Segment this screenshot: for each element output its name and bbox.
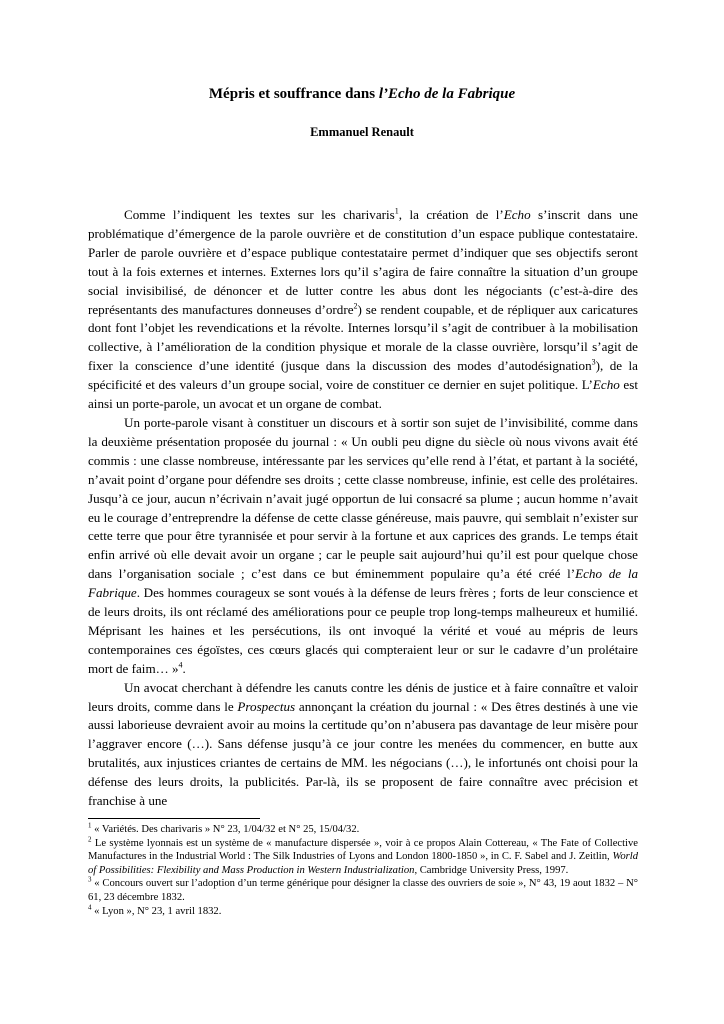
footnote-number: 2 — [88, 835, 92, 844]
text-run: s’inscrit dans une problématique d’émergence de la parole ouvrière et de constitution d’un espace publique contestataire. Parler de parole ouvrière et d’espace publique contestataire permet d’indiquer que ses objectifs seront tout à la fois externes et internes. Externes lors qu’il s’agira de faire connaître la situation d’un groupe social invisibilisé, de dénoncer et de lutter contre les abus dont les négociants (c’est-à-dire des représentants des manufactures donneuses d’ordre — [88, 207, 638, 317]
paragraph-2 — [88, 414, 638, 679]
italic-run: Prospectus — [237, 698, 296, 714]
footnote-ref-4: 4 — [178, 660, 183, 670]
footnote-ref-1: 1 — [394, 206, 399, 216]
italic-run: Echo de la Fabrique — [88, 566, 639, 601]
title-plain: Mépris et souffrance dans — [208, 86, 379, 102]
text-run: . — [182, 660, 186, 676]
paragraph-3 — [88, 679, 638, 811]
title-italic: l’Echo de la Fabrique — [378, 86, 516, 102]
footnote-number: 1 — [88, 821, 92, 830]
text-run: . Des hommes courageux se sont voués à la défense de leurs frères ; forts de leur conscience et de leurs droits, ils ont réclamé des améliorations pour ce peuple trop long-temps malheureux et humilié. Méprisant les haines et les persécutions, ils ont invoqué la vérité et voué au mépris de leurs contemporaines ces égoïstes, ces cœurs glacés qui compteraient leur or sur le cadavre d’un prolétaire mort de faim… » — [88, 585, 638, 676]
text-run: Un avocat cherchant à défendre les canuts contre les dénis de justice et à faire connaître et valoir leurs droits, comme dans le — [88, 679, 638, 714]
footnote-ref-3: 3 — [591, 357, 596, 367]
footnote-4 — [88, 905, 638, 919]
footnote-separator — [88, 818, 260, 819]
author-name: Emmanuel Renault — [310, 125, 414, 139]
body-text — [88, 206, 638, 811]
footnote-italic: World of Possibilities: Flexibility and Mass Production in Western Industrialization — [88, 851, 638, 876]
footnote-text: , Cambridge University Press, 1997. — [414, 864, 569, 876]
footnote-text: « Lyon », N° 23, 1 avril 1832. — [91, 905, 222, 917]
italic-run: Echo — [503, 207, 531, 222]
footnote-number: 3 — [88, 875, 92, 884]
footnote-1 — [88, 823, 638, 837]
document-title — [0, 86, 724, 103]
paragraph-1 — [88, 206, 638, 414]
text-run: est ainsi un porte-parole, un avocat et un organe de combat. — [88, 377, 638, 412]
footnote-text: Le système lyonnais est un système de « manufacture dispersée », voir à ce propos Alain Cottereau, « The Fate of Collective Manufactures in the Industrial World : The Silk Industries of Lyons and London 1800-1850 », in C. F. Sabel and J. Zeitlin, — [88, 837, 638, 863]
text-run: ) se rendent coupable, et de répliquer aux caricatures dont font l’objet les revendications et la révolte. Internes lorsqu’il s’agit de contribuer à la mobilisation collective, à l’amélioration de la condition physique et morale de la classe ouvrière, lorsqu’il s’agit de fixer la conscience d’une identité (jusque dans la discussion des modes d’autodésignation — [88, 301, 638, 374]
footnote-text: « Concours ouvert sur l’adoption d’un terme générique pour désigner la classe des ouvriers de soie », N° 43, 19 aout 1832 – N° 61, 23 décembre 1832. — [88, 878, 638, 903]
footnotes — [88, 823, 638, 918]
text-run: Un porte-parole visant à constituer un discours et à sortir son sujet de l’invisibilité, comme dans la deuxième présentation proposée du journal : « Un oubli peu digne du siècle où nous vivons avait été commis : une classe nombreuse, intéressante par les services qu’elle rend à l’état, et partant à la société, n’avait point d’organe pour défendre ses droits ; cette classe nombreuse, infinie, est celle des prolétaires. Jusqu’à ce jour, aucun n’écrivain n’avait jugé opportun de lui consacré sa plume ; aucun homme n’avait eu le courage d’entreprendre la défense de cette classe généreuse, mais pauvre, qui semblait n’exister sur cette terre que pour être tyrannisée et pour servir à la fortune et aux caprices des grands. Le temps était enfin arrivé où elle devait avoir un organe ; car le peuple sait aujourd’hui qu’il est pour quelque chose dans l’organisation sociale ; c’est dans ce but éminemment populaire qu’a été créé l’ — [88, 414, 638, 582]
italic-run: Echo — [592, 377, 620, 393]
footnote-ref-2: 2 — [353, 301, 358, 311]
footnote-3 — [88, 877, 638, 904]
footnote-number: 4 — [88, 903, 92, 912]
text-run: annonçant la création du journal : « Des êtres destinés à une vie aussi laborieuse devraient avoir au moins la certitude qu’on n’abusera pas davantage de leur misère pour l’aggraver encore (…). Sans défense jusqu’à ce jour contre les menées du commencer, en butte aux brutalités, aux injustices criantes de certains de MM. les négocians (…), le infortunés ont choisi pour la défense des leurs droits, la publicités. Par-là, ils se proposent de faire connaître avec précision et franchise à une — [88, 698, 638, 809]
text-run: , la création de l’ — [398, 207, 504, 222]
footnote-text: « Variétés. Des charivaris » N° 23, 1/04/32 et N° 25, 15/04/32. — [91, 824, 360, 835]
text-run: ), de la spécificité et des valeurs d’un groupe social, voire de constituer ce dernier en sujet politique. L’ — [88, 358, 638, 393]
text-run: Comme l’indiquent les textes sur les charivaris — [124, 207, 395, 222]
footnote-2 — [88, 837, 638, 878]
